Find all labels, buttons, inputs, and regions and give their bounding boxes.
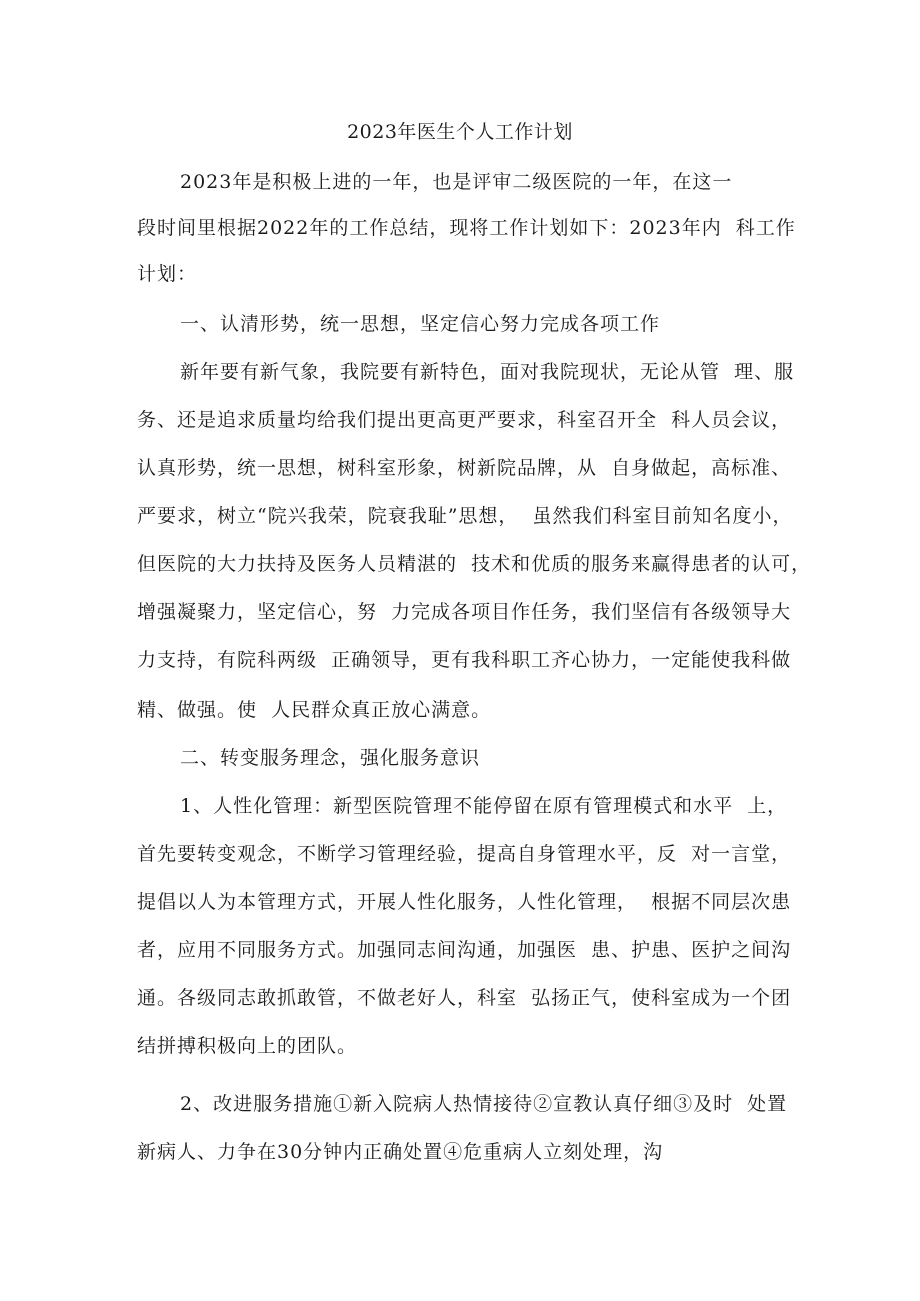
- paragraph-line: 新病人、力争在30分钟内正确处置④危重病人立刻处理，沟: [137, 1141, 664, 1163]
- paragraph-line: 精、做强。使 人民群众真正放心满意。: [137, 699, 492, 721]
- document-title: 2023年医生个人工作计划: [347, 121, 573, 143]
- paragraph-line: 者，应用不同服务方式。加强同志间沟通，加强医 患、护患、医护之间沟: [137, 939, 792, 961]
- paragraph-line: 严要求，树立“院兴我荣，院衰我耻”思想， 虽然我们科室目前知名度小，: [137, 505, 793, 527]
- paragraph-line: 首先要转变观念，不断学习管理经验，提高自身管理水平，反 对一言堂，: [137, 843, 792, 865]
- paragraph-line: 力支持，有院科两级 正确领导，更有我科职工齐心协力，一定能使我科做: [137, 649, 792, 671]
- paragraph-line: 增强凝聚力，坚定信心，努 力完成各项目作任务，我们坚信有各级领导大: [137, 601, 792, 623]
- paragraph-line: 认真形势，统一思想，树科室形象，树新院品牌，从 自身做起，高标准、: [137, 457, 792, 479]
- paragraph-line: 段时间里根据2022年的工作总结，现将工作计划如下：2023年内 科工作: [137, 217, 796, 239]
- paragraph-line: 通。各级同志敢抓敢管，不做老好人，科室 弘扬正气，使科室成为一个团: [137, 987, 792, 1009]
- paragraph-line: 结拼搏积极向上的团队。: [137, 1035, 358, 1057]
- section-heading: 一、认清形势，统一思想，坚定信心努力完成各项工作: [180, 313, 661, 335]
- paragraph-line: 2、改进服务措施①新入院病人热情接待②宣教认真仔细③及时 处置: [180, 1093, 788, 1115]
- paragraph-line: 计划：: [137, 263, 198, 285]
- paragraph-line: 2023年是积极上进的一年，也是评审二级医院的一年，在这一: [180, 171, 733, 193]
- paragraph-line: 但医院的大力扶持及医务人员精湛的 技术和优质的服务来赢得患者的认可，: [137, 553, 812, 575]
- paragraph-line: 提倡以人为本管理方式，开展人性化服务，人性化管理， 根据不同层次患: [137, 891, 792, 913]
- paragraph-line: 新年要有新气象，我院要有新特色，面对我院现状，无论从管 理、服: [180, 361, 795, 383]
- paragraph-line: 1、人性化管理：新型医院管理不能停留在原有管理模式和水平 上，: [180, 795, 788, 817]
- section-heading: 二、转变服务理念，强化服务意识: [180, 747, 481, 769]
- paragraph-line: 务、还是追求质量均给我们提出更高更严要求，科室召开全 科人员会议，: [137, 409, 792, 431]
